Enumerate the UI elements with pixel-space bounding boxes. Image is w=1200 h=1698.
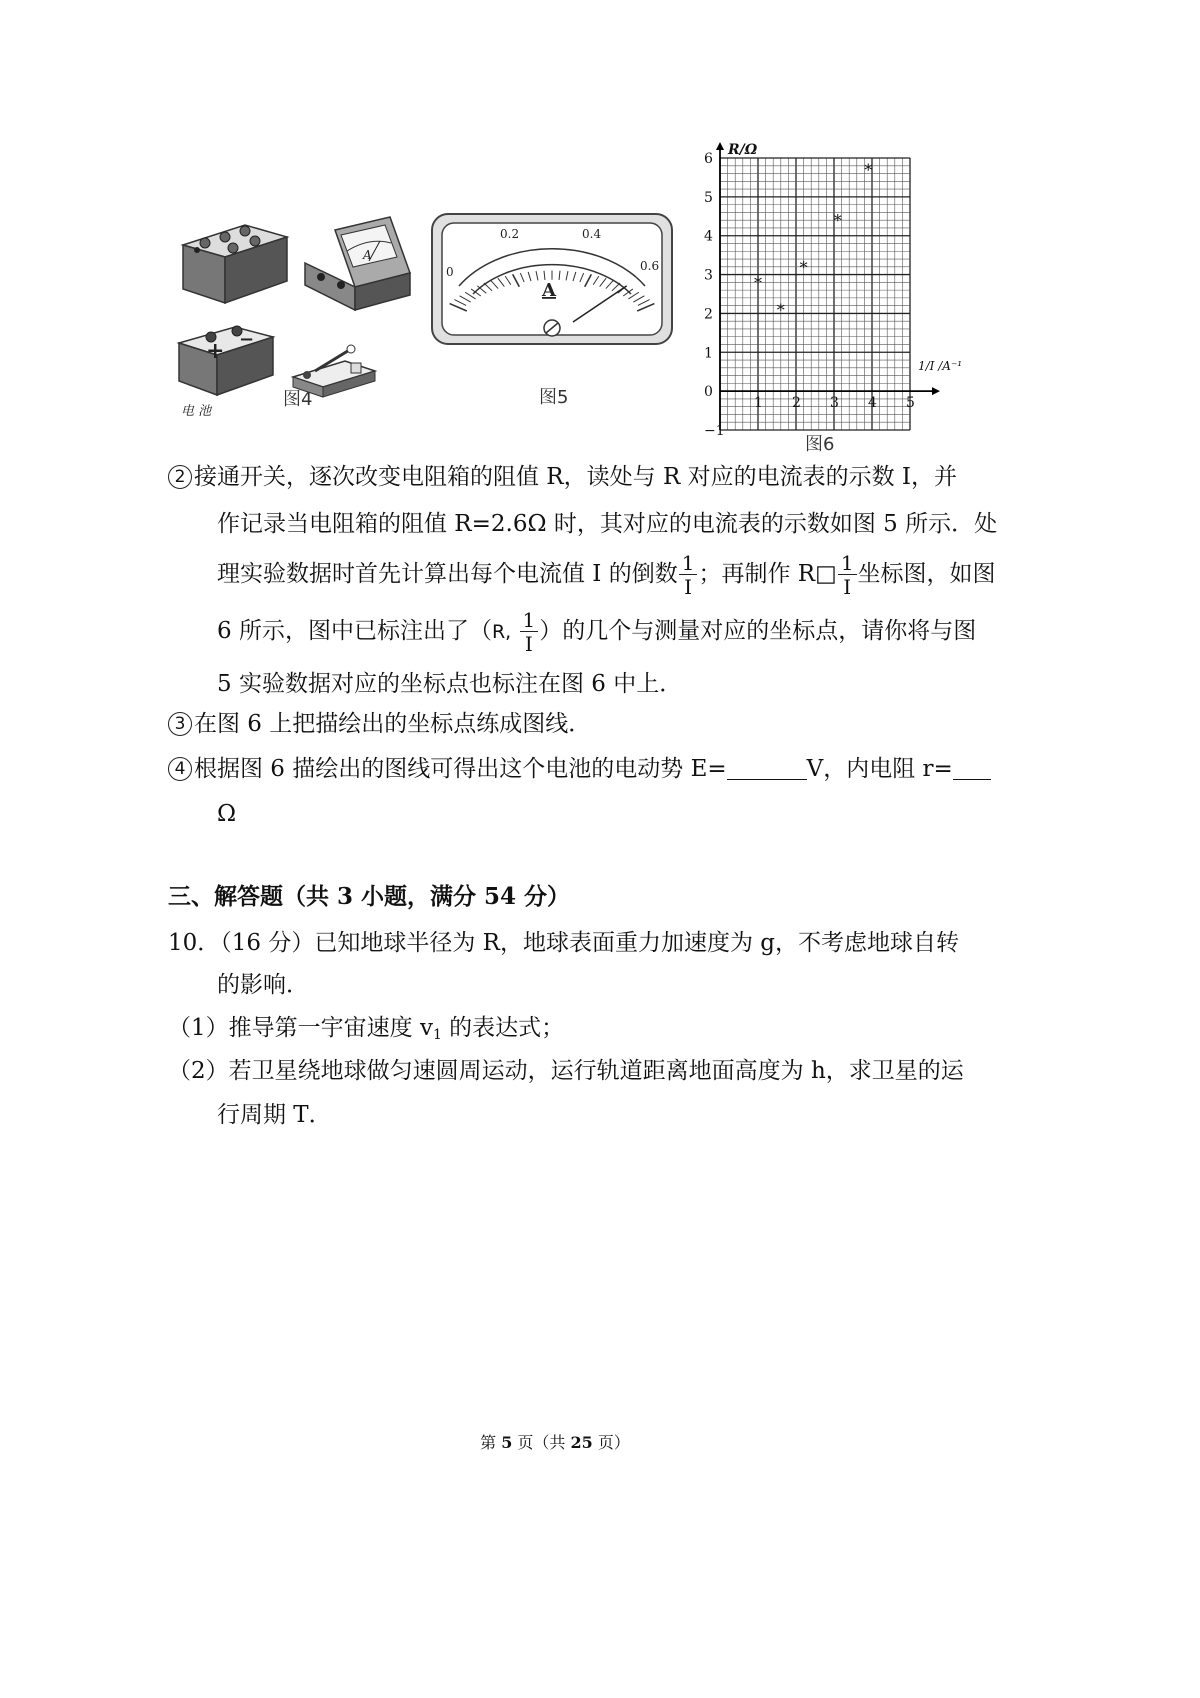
fraction-1-over-I <box>679 553 698 597</box>
battery-image <box>179 326 273 419</box>
step-2-text-4c: ）的几个与测量对应的坐标点，请你将与图 <box>539 618 977 644</box>
q10-part-2-line-1: （2）若卫星绕地球做匀速圆周运动，运行轨道距离地面高度为 h，求卫星的运 <box>168 1058 964 1084</box>
step-3-text: 在图 6 上把描绘出的坐标点练成图线． <box>194 711 592 737</box>
ammeter-letter: A <box>363 248 372 262</box>
chart-axes <box>716 142 940 430</box>
figure-6-chart <box>690 140 970 440</box>
dial-label-0-4: 0.4 <box>582 227 602 241</box>
x-axis-arrow <box>932 387 940 395</box>
step-2-text-4a: 6 所示，图中已标注出了（ <box>217 618 492 644</box>
data-point: * <box>776 300 785 320</box>
footer-text-a: 第 <box>480 1433 502 1452</box>
figure-6-caption: 图6 <box>805 434 835 455</box>
step-2-text-3b: ；再制作 R□ <box>698 561 837 587</box>
page-footer <box>0 1430 1110 1453</box>
figure-4-caption: 图4 <box>283 389 313 410</box>
x-tick-label: 3 <box>830 395 839 412</box>
step-4-text-a: 根据图 6 描绘出的图线可得出这个电池的电动势 E= <box>194 756 727 782</box>
step-4-text-b: V，内电阻 r= <box>806 756 953 782</box>
y-tick-label: 3 <box>704 267 713 284</box>
fraction-denominator: I <box>843 575 852 599</box>
step-4-line-2: Ω <box>217 801 237 827</box>
fraction-numerator: 1 <box>520 610 539 632</box>
chart-svg <box>690 140 970 440</box>
data-point: * <box>833 211 842 231</box>
data-point: * <box>754 273 762 293</box>
ammeter-dial <box>430 210 675 350</box>
fraction-numerator: 1 <box>838 553 857 575</box>
footer-total-pages: 25 <box>570 1433 593 1452</box>
footer-text-c: 页） <box>592 1433 630 1452</box>
section-3-heading: 三、解答题（共 3 小题，满分 54 分） <box>168 883 571 910</box>
fraction-denominator: I <box>684 575 693 599</box>
data-point: * <box>799 257 808 277</box>
fraction-1-over-I <box>520 610 539 654</box>
step-2-text-4b: R, <box>491 621 512 643</box>
chart-x-axis-label: 1/I /A⁻¹ <box>918 359 963 373</box>
emf-answer-blank[interactable] <box>727 757 807 780</box>
y-tick-label: 5 <box>704 189 713 206</box>
step-2-text-1: 接通开关，逐次改变电阻箱的阻值 R，读处与 R 对应的电流表的示数 I，并 <box>194 464 957 490</box>
q10-part-1-text-b: 的表达式； <box>441 1015 565 1041</box>
step-2-text-3c: 坐标图，如图 <box>857 561 996 587</box>
chart-tick-labels <box>704 151 915 439</box>
q10-line-2: 的影响． <box>217 972 309 998</box>
dial-label-0: 0 <box>446 265 454 279</box>
y-tick-label: 6 <box>704 151 713 167</box>
q10-part-1-subscript: 1 <box>432 1027 442 1043</box>
step-2-line-5: 5 实验数据对应的坐标点也标注在图 6 中上． <box>217 671 683 697</box>
step-2-line-1 <box>168 461 957 493</box>
y-tick-label: 4 <box>704 228 713 245</box>
fraction-1-over-I <box>838 553 857 597</box>
resistance-box-image <box>183 225 287 303</box>
battery-plus-sign: + <box>206 338 225 364</box>
step-3-line <box>168 708 591 740</box>
q10-part-2-line-2: 行周期 T． <box>217 1102 332 1128</box>
step-2-text-3a: 理实验数据时首先计算出每个电流值 I 的倒数 <box>217 561 678 587</box>
x-tick-label: 4 <box>868 395 877 412</box>
step-2-line-2: 作记录当电阻箱的阻值 R=2.6Ω 时，其对应的电流表的示数如图 5 所示．处 <box>217 511 998 537</box>
chart-points <box>754 161 872 320</box>
fraction-denominator: I <box>524 632 533 656</box>
x-tick-label: 1 <box>754 395 763 412</box>
step-2-line-3 <box>217 553 996 597</box>
chart-grid <box>720 158 910 430</box>
data-point: * <box>864 160 873 180</box>
step-2-number: 2 <box>168 465 192 489</box>
ammeter-image <box>305 217 410 310</box>
step-4-line <box>168 753 991 785</box>
q10-part-1 <box>168 1012 564 1051</box>
chart-y-axis-label: R/Ω <box>728 142 758 158</box>
footer-page-number: 5 <box>501 1433 513 1452</box>
q10-line-1: 10．（16 分）已知地球半径为 R，地球表面重力加速度为 g，不考虑地球自转 <box>168 930 960 956</box>
dial-unit-letter: A <box>542 280 556 301</box>
x-tick-label: 5 <box>906 395 915 412</box>
y-axis-arrow <box>716 142 724 150</box>
dial-label-0-6: 0.6 <box>640 259 660 273</box>
step-4-number: 4 <box>168 757 192 781</box>
figure-5-caption: 图5 <box>539 387 569 408</box>
y-tick-label: 1 <box>704 345 713 362</box>
y-tick-label: 2 <box>704 306 713 323</box>
battery-minus-sign: − <box>239 329 255 350</box>
step-3-number: 3 <box>168 712 192 736</box>
y-tick-label: 0 <box>704 384 713 401</box>
internal-resistance-answer-blank[interactable] <box>953 757 991 780</box>
footer-text-b: 页（共 <box>512 1433 571 1452</box>
y-tick-label: −1 <box>704 423 725 439</box>
x-tick-label: 2 <box>792 395 801 412</box>
q10-part-1-text-a: （1）推导第一宇宙速度 v <box>168 1015 433 1041</box>
battery-label: 电 池 <box>181 404 212 419</box>
fraction-numerator: 1 <box>679 553 698 575</box>
dial-label-0-2: 0.2 <box>500 227 520 241</box>
figure-5 <box>430 210 675 350</box>
step-2-line-4 <box>217 610 976 654</box>
